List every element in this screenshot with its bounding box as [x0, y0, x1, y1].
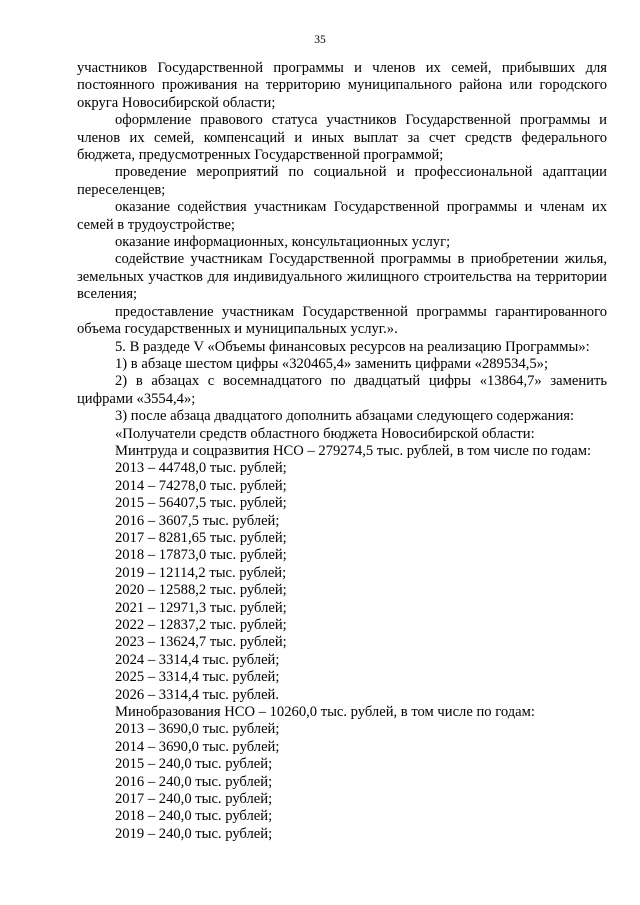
paragraph: оформление правового статуса участников Государственной программы и членов их семей, компенсаций и иных выплат за счет средств федерального бюджета, предусмотренных Государственной программой;: [77, 112, 607, 164]
paragraph: оказание содействия участникам Государственной программы и членам их семей в трудоустройстве;: [77, 199, 607, 233]
paragraph: 2014 – 74278,0 тыс. рублей;: [115, 477, 287, 494]
paragraph: 2022 – 12837,2 тыс. рублей;: [115, 617, 287, 633]
paragraph: 2016 – 240,0 тыс. рублей;: [115, 773, 273, 790]
paragraph: 2023 – 13624,7 тыс. рублей;: [115, 634, 287, 651]
paragraph: участников Государственной программы и членов их семей, прибывших для: [77, 60, 607, 76]
paragraph: 2014 – 3690,0 тыс. рублей;: [115, 738, 280, 755]
paragraph: 2016 – 3607,5 тыс. рублей;: [115, 512, 280, 529]
paragraph: 2019 – 240,0 тыс. рублей;: [115, 825, 273, 842]
paragraph: 3) после абзаца двадцатого дополнить абзацами следующего содержания:: [115, 408, 575, 425]
paragraph: предоставление участникам Государственной программы гарантированного объема государственных и муниципальных услуг.».: [77, 303, 607, 338]
paragraph: содействие участникам Государственной программы в приобретении жилья, земельных участков для индивидуального жилищного строительства на территории вселения;: [77, 251, 607, 303]
page-number: 35: [314, 34, 326, 46]
paragraph: 2018 – 240,0 тыс. рублей;: [115, 808, 273, 825]
paragraph: 2017 – 240,0 тыс. рублей;: [115, 791, 273, 808]
paragraph: 2013 – 3690,0 тыс. рублей;: [115, 721, 280, 738]
paragraph: 2013 – 44748,0 тыс. рублей;: [115, 460, 287, 477]
paragraph: постоянного проживания на территорию муниципального района или городского округа Новосибирской области;: [77, 77, 607, 111]
paragraph: 2017 – 8281,65 тыс. рублей;: [115, 529, 287, 546]
paragraph: 2018 – 17873,0 тыс. рублей;: [115, 547, 287, 564]
paragraph: 2026 – 3314,4 тыс. рублей.: [115, 686, 280, 703]
paragraph: 5. В раздеде V «Объемы финансовых ресурсов на реализацию Программы»:: [115, 338, 590, 355]
paragraph: 2025 – 3314,4 тыс. рублей;: [115, 669, 280, 686]
document-body: [77, 60, 607, 843]
paragraph: 2015 – 56407,5 тыс. рублей;: [115, 495, 287, 512]
paragraph: «Получатели средств областного бюджета Новосибирской области:: [115, 425, 535, 442]
paragraph: 2021 – 12971,3 тыс. рублей;: [115, 599, 287, 616]
paragraph: Минтруда и соцразвития НСО – 279274,5 тыс. рублей, в том числе по годам:: [115, 442, 591, 459]
paragraph: 2020 – 12588,2 тыс. рублей;: [115, 582, 287, 599]
paragraph: Минобразования НСО – 10260,0 тыс. рублей, в том числе по годам:: [115, 704, 535, 721]
paragraph: 2019 – 12114,2 тыс. рублей;: [115, 564, 287, 581]
paragraph: 2015 – 240,0 тыс. рублей;: [115, 756, 273, 773]
paragraph: 2024 – 3314,4 тыс. рублей;: [115, 651, 280, 668]
paragraph: 1) в абзаце шестом цифры «320465,4» заменить цифрами «289534,5»;: [115, 355, 549, 372]
paragraph: 2) в абзацах с восемнадцатого по двадцатый цифры «13864,7» заменить цифрами «3554,4»;: [77, 373, 607, 407]
paragraph: проведение мероприятий по социальной и профессиональной адаптации переселенцев;: [77, 164, 607, 198]
paragraph: оказание информационных, консультационных услуг;: [115, 234, 451, 251]
